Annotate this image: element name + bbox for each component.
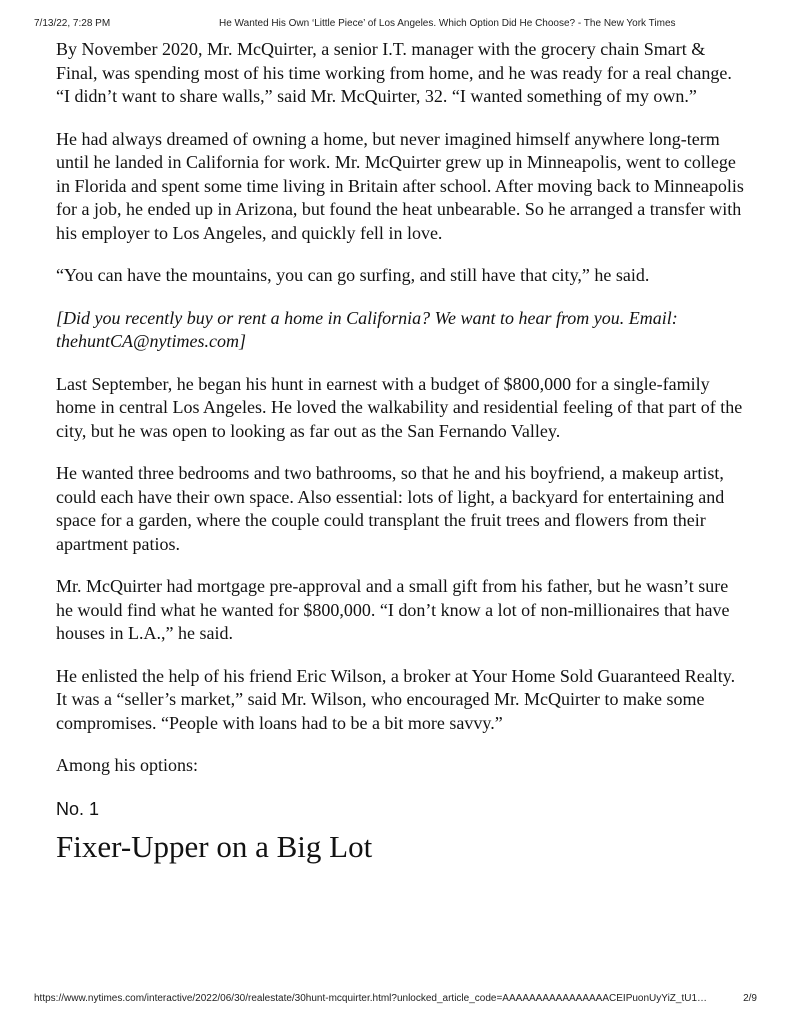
- article-body: [56, 38, 746, 797]
- option-number: No. 1: [56, 799, 100, 819]
- print-url: https://www.nytimes.com/interactive/2022/06/30/realestate/30hunt-mcquirter.html?unlocked_article_code=AAAAAAAAAAAAAAAACEIPuonUyYiZ_tU1…: [34, 993, 708, 1004]
- print-header: [34, 18, 757, 32]
- article-paragraph: He enlisted the help of his friend Eric Wilson, a broker at Your Home Sold Guaranteed Realty. It was a “seller’s market,” said Mr. Wilson, who encouraged Mr. McQuirter to make some compromises. “People with loans had to be a bit more savvy.”: [56, 665, 736, 733]
- article-paragraph: He had always dreamed of owning a home, but never imagined himself anywhere long-term until he landed in California for work. Mr. McQuirter grew up in Minneapolis, went to college in Florida and spent some time living in Britain after school. After moving back to Minneapolis for a job, he ended up in Arizona, but found the heat unbearable. So he arranged a transfer with his employer to Los Angeles, and quickly fell in love.: [56, 128, 744, 243]
- article-paragraph: Among his options:: [56, 755, 199, 775]
- print-page-title: He Wanted His Own ‘Little Piece’ of Los Angeles. Which Option Did He Choose? - The New York Times: [219, 18, 676, 29]
- article-paragraph: By November 2020, Mr. McQuirter, a senior I.T. manager with the grocery chain Smart & Final, was spending most of his time working from home, and he was ready for a real change. “I didn’t want to share walls,” said Mr. McQuirter, 32. “I wanted something of my own.”: [56, 39, 732, 106]
- print-datetime: 7/13/22, 7:28 PM: [34, 18, 111, 29]
- print-footer: [34, 993, 757, 1007]
- article-paragraph: “You can have the mountains, you can go surfing, and still have that city,” he said.: [56, 265, 650, 285]
- option-headline: Fixer-Upper on a Big Lot: [56, 829, 373, 864]
- article-paragraph: Mr. McQuirter had mortgage pre-approval and a small gift from his father, but he wasn’t sure he would find what he wanted for $800,000. “I don’t know a lot of non-millionaires that have houses in L.A.,” he said.: [56, 576, 730, 643]
- article-paragraph: He wanted three bedrooms and two bathrooms, so that he and his boyfriend, a makeup artist, could each have their own space. Also essential: lots of light, a backyard for entertaining and space for a garden, where the couple could transplant the fruit trees and flowers from their apartment patios.: [56, 463, 725, 554]
- reader-callout: [Did you recently buy or rent a home in California? We want to hear from you. Email: thehuntCA@nytimes.com]: [56, 307, 678, 351]
- page-number: 2/9: [743, 993, 757, 1004]
- article-paragraph: Last September, he began his hunt in earnest with a budget of $800,000 for a single-family home in central Los Angeles. He loved the walkability and residential feeling of that part of the city, but he was open to looking as far out as the San Fernando Valley.: [56, 373, 743, 441]
